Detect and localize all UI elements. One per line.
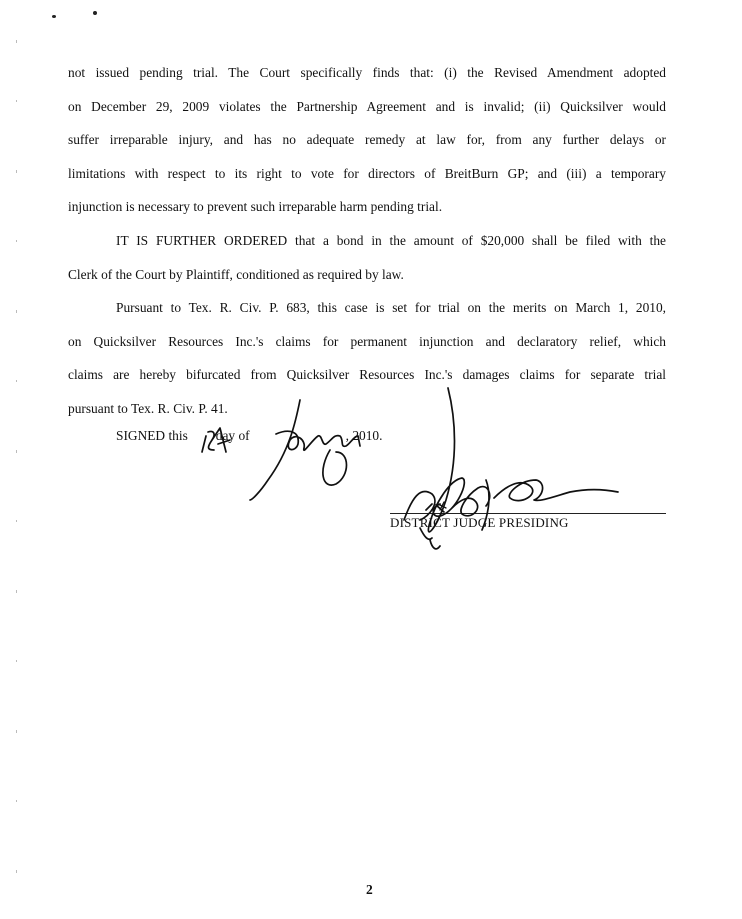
text-line: limitations with respect to its right to vote for directors of BreitBurn GP; and (iii) a temporary: [68, 165, 666, 181]
paragraph-trial-setting: [68, 291, 666, 425]
text-line: injunction is necessary to prevent such irreparable harm pending trial.: [68, 199, 443, 214]
scan-speck: [52, 15, 56, 18]
signed-day-suffix: day of: [215, 428, 250, 443]
signature-line: [390, 513, 666, 514]
scan-speck: [93, 11, 97, 15]
text-line: Pursuant to Tex. R. Civ. P. 683, this case is set for trial on the merits on March 1, 2010,: [116, 300, 666, 315]
text-line: IT IS FURTHER ORDERED that a bond in the amount of $20,000 shall be filed with the: [116, 233, 666, 248]
judge-label: DISTRICT JUDGE PRESIDING: [390, 515, 569, 530]
signed-year: , 2010.: [345, 428, 383, 443]
text-line: on December 29, 2009 violates the Partnership Agreement and is invalid; (ii) Quicksilver would: [68, 98, 666, 114]
signed-date-line: [116, 428, 382, 444]
page-number: 2: [366, 882, 373, 897]
text-line: pursuant to Tex. R. Civ. P. 41.: [68, 400, 228, 416]
text-line: on Quicksilver Resources Inc.'s claims for permanent injunction and declaratory relief, which: [68, 333, 666, 349]
text-line: not issued pending trial. The Court specifically finds that: (i) the Revised Amendment adopted: [68, 65, 666, 80]
margin-scan-marks: [14, 30, 20, 900]
text-line: suffer irreparable injury, and has no adequate remedy at law for, from any further delays or: [68, 132, 666, 147]
paragraph-bond-order: [68, 224, 666, 291]
paragraph-findings: [68, 56, 666, 224]
signed-prefix: SIGNED this: [116, 428, 188, 443]
text-line: claims are hereby bifurcated from Quicksilver Resources Inc.'s damages claims for separate trial: [68, 367, 666, 382]
text-line: Clerk of the Court by Plaintiff, conditioned as required by law.: [68, 266, 404, 282]
